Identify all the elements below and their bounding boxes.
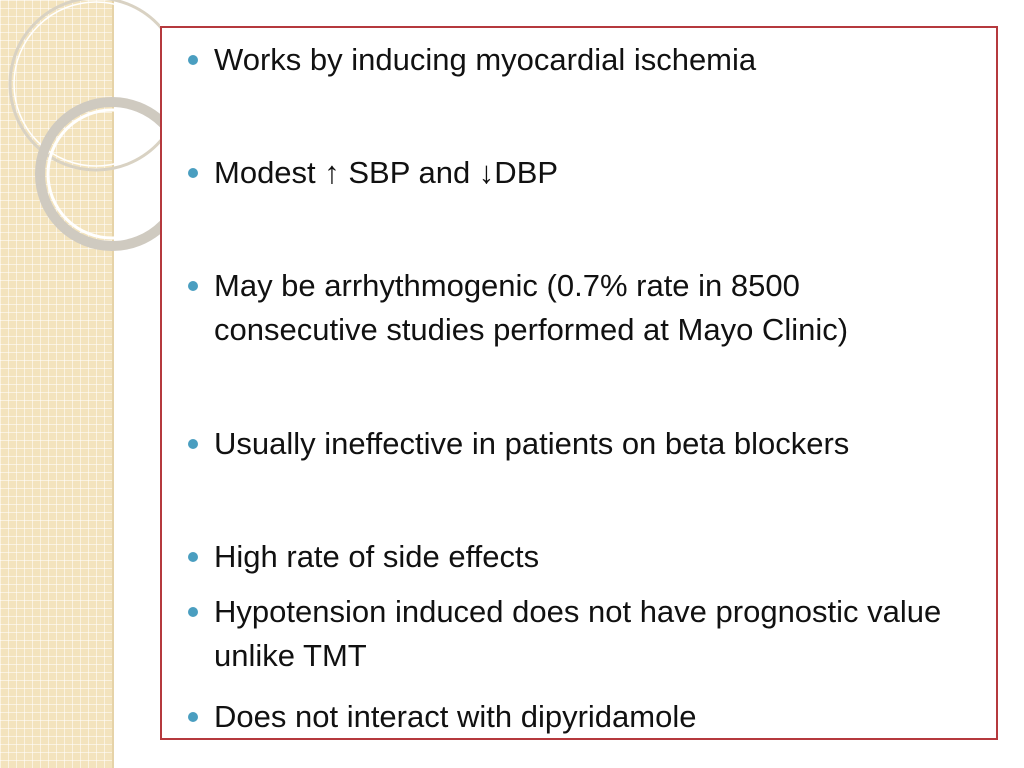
bullet-dot-icon <box>188 439 198 449</box>
bullet-text: Modest ↑ SBP and ↓DBP <box>214 155 559 190</box>
bullet-item <box>212 590 972 678</box>
bullet-text: May be arrhythmogenic (0.7% rate in 8500 consecutive studies performed at Mayo Clinic) <box>214 268 849 347</box>
bullet-dot-icon <box>188 55 198 65</box>
bullet-text: Works by inducing myocardial ischemia <box>214 42 757 77</box>
bullet-dot-icon <box>188 168 198 178</box>
bullet-text: High rate of side effects <box>214 539 540 574</box>
bullet-dot-icon <box>188 281 198 291</box>
bullet-item <box>212 151 972 195</box>
slide-content-frame <box>160 26 998 740</box>
bullet-item <box>212 422 972 466</box>
bullet-item <box>212 264 972 352</box>
bullet-item <box>212 535 972 579</box>
bullet-text: Usually ineffective in patients on beta blockers <box>214 426 850 461</box>
decorative-rings <box>0 0 160 260</box>
bullet-item <box>212 695 972 739</box>
bullet-dot-icon <box>188 712 198 722</box>
bullet-item <box>212 38 972 82</box>
bullet-dot-icon <box>188 607 198 617</box>
bullet-text: Hypotension induced does not have prognostic value unlike TMT <box>214 594 942 673</box>
bullet-text: Does not interact with dipyridamole <box>214 699 697 734</box>
bullet-dot-icon <box>188 552 198 562</box>
